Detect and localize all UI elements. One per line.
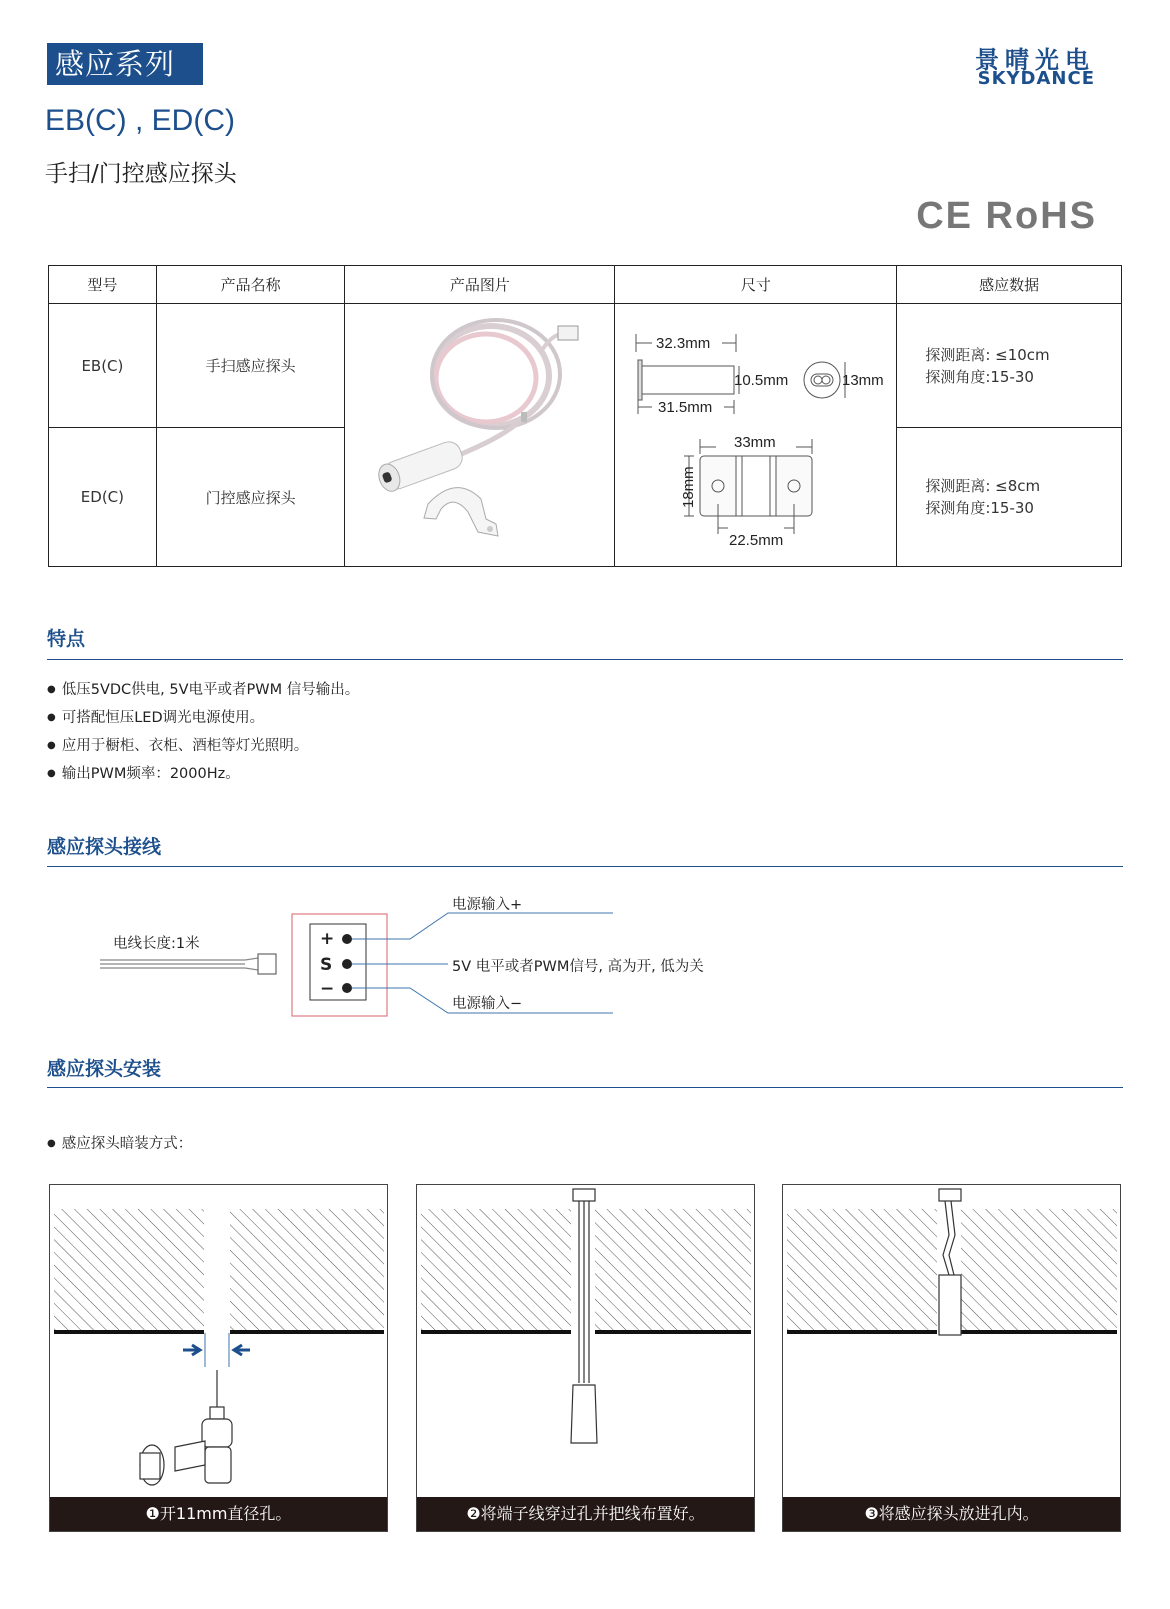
dim-ed-height: 18mm (679, 466, 697, 508)
install-step-caption: ❷将端子线穿过孔并把线布置好。 (417, 1497, 754, 1531)
install-step-2-illustration (417, 1185, 754, 1499)
install-note: ● 感应探头暗装方式： (47, 1132, 192, 1153)
install-step-panel (416, 1184, 755, 1532)
table-row (49, 304, 1122, 428)
sense-angle: 探测角度:15-30 (925, 499, 1034, 518)
cell-model: EB(C) (49, 304, 157, 428)
product-title: 手扫/门控感应探头 (45, 161, 237, 187)
section-title-install: 感应探头安装 (47, 1058, 162, 1080)
sense-distance: 探测距离: ≤8cm (925, 477, 1041, 496)
dimension-drawing (616, 304, 896, 562)
cable-length-label: 电线长度:1米 (113, 936, 200, 952)
model-title: EB(C) , ED(C) (45, 104, 235, 137)
dim-ed-width: 33mm (733, 434, 776, 451)
feature-list (47, 676, 359, 788)
install-step-caption: ❸将感应探头放进孔内。 (783, 1497, 1120, 1531)
brand-name-en: SKYDANCE (977, 68, 1095, 89)
install-step-1-illustration (50, 1185, 387, 1499)
header-dimensions: 尺寸 (615, 266, 897, 304)
list-item: ● 输出PWM频率：2000Hz。 (47, 760, 359, 788)
cell-model: ED(C) (49, 428, 157, 567)
section-divider (47, 866, 1123, 867)
dim-eb-length-total: 32.3mm (655, 335, 711, 352)
wire-label-signal: 5V 电平或者PWM信号, 高为开, 低为关 (452, 959, 704, 975)
install-step-3-illustration (783, 1185, 1120, 1499)
cell-name: 门控感应探头 (156, 428, 345, 567)
dim-ed-hole-pitch: 22.5mm (728, 532, 784, 549)
cell-sensing (897, 428, 1122, 567)
cell-sensing (897, 304, 1122, 428)
section-title-features: 特点 (47, 628, 86, 650)
list-item: ● 应用于橱柜、衣柜、酒柜等灯光照明。 (47, 732, 359, 760)
pin-plus-label: + (320, 929, 335, 949)
table-header-row (49, 266, 1122, 304)
certification-marks: CE RoHS (916, 195, 1097, 237)
cell-name: 手扫感应探头 (156, 304, 345, 428)
section-divider (47, 659, 1123, 660)
header-name: 产品名称 (156, 266, 345, 304)
pin-signal-label: S (320, 955, 333, 975)
header-image: 产品图片 (345, 266, 615, 304)
product-image (346, 304, 614, 562)
list-item: ● 可搭配恒压LED调光电源使用。 (47, 704, 359, 732)
dimension-drawing-cell (615, 304, 897, 567)
header-sensing: 感应数据 (897, 266, 1122, 304)
sense-distance: 探测距离: ≤10cm (925, 345, 1050, 364)
spec-table (48, 265, 1122, 567)
wire-label-power-minus: 电源输入− (452, 996, 523, 1012)
brand-name-cn: 景晴光电 (975, 46, 1095, 74)
install-step-panel (782, 1184, 1121, 1532)
sense-angle: 探测角度:15-30 (925, 367, 1034, 386)
install-step-caption: ❶开11mm直径孔。 (50, 1497, 387, 1531)
section-divider (47, 1087, 1123, 1088)
series-tag: 感应系列 (47, 43, 203, 85)
dim-eb-flange: 13mm (841, 372, 884, 389)
pin-minus-label: − (320, 979, 335, 999)
dim-eb-length-body: 31.5mm (657, 399, 713, 416)
dim-eb-diameter: 10.5mm (733, 372, 789, 389)
wire-label-power-plus: 电源输入+ (452, 897, 523, 913)
section-title-wiring: 感应探头接线 (47, 836, 162, 858)
header-model: 型号 (49, 266, 157, 304)
product-image-cell (345, 304, 615, 567)
list-item: ● 低压5VDC供电, 5V电平或者PWM 信号输出。 (47, 676, 359, 704)
install-step-panel (49, 1184, 388, 1532)
